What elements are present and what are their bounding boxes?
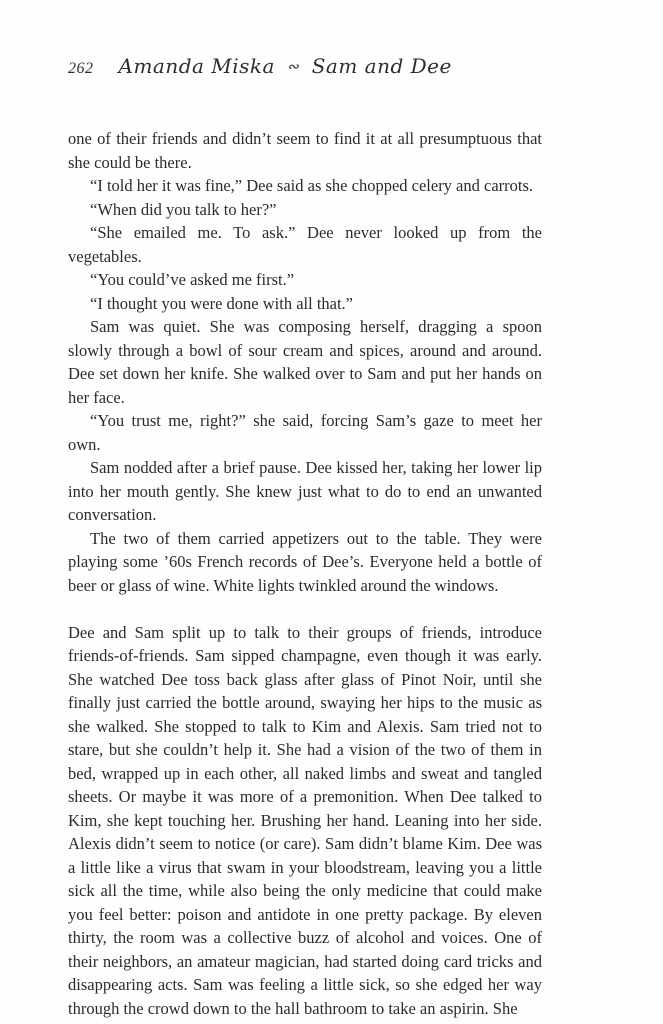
body-paragraph: “You trust me, right?” she said, forcing Sam’s gaze to meet her own. <box>68 411 542 454</box>
page-number: 262 <box>68 60 94 77</box>
body-paragraph: “I thought you were done with all that.” <box>90 293 354 313</box>
running-head-title: Sam and Dee <box>311 54 452 78</box>
body-paragraph: “You could’ve asked me first.” <box>90 270 295 289</box>
page-text-block <box>68 127 542 1020</box>
body-paragraph: “I told her it was fine,” Dee said as she chopped celery and carrots. <box>90 176 534 195</box>
running-head-author: Amanda Miska <box>118 54 275 78</box>
body-paragraph: Sam was quiet. She was composing herself, dragging a spoon slowly through a bowl of sour cream and spices, around and around. Dee set down her knife. She walked over to Sam and put her hands on her face. <box>68 317 542 407</box>
body-paragraph: The two of them carried appetizers out to the table. They were playing some ’60s French records of Dee’s. Everyone held a bottle of beer or glass of wine. White lights twinkled around the windows. <box>68 528 542 595</box>
header-ornament-icon: ∾ <box>286 60 299 75</box>
body-paragraph: “When did you talk to her?” <box>90 199 277 219</box>
body-paragraph: one of their friends and didn’t seem to find it at all presumptuous that she could be there. <box>68 129 542 172</box>
page-header <box>68 54 452 78</box>
body-paragraph: Dee and Sam split up to talk to their groups of friends, introduce friends-of-friends. Sam sipped champagne, even though it was early. She watched Dee toss back glass after glass of Pinot Noir, until she finally just carried the bottle around, swaying her hips to the music as she walked. She stopped to talk to Kim and Alexis. Sam tried not to stare, but she couldn’t help it. She had a vision of the two of them in bed, wrapped up in each other, all naked limbs and sweat and tangled sheets. Or maybe it was more of a premonition. When Dee talked to Kim, she kept touching her. Brushing her hand. Leaning into her side. Alexis didn’t seem to notice (or care). Sam didn’t blame Kim. Dee was a little like a virus that swam in your bloodstream, leaving you a little sick all the time, while also being the only medicine that could make you feel better: poison and antidote in one pretty package. By eleven thirty, the room was a collective buzz of alcohol and voices. One of their neighbors, an amateur magician, had started doing card tricks and disappearing acts. Sam was feeling a little sick, so she edged her way through the crowd down to the hall bathroom to take an aspirin. She <box>68 622 542 1018</box>
body-paragraph: Sam nodded after a brief pause. Dee kissed her, taking her lower lip into her mouth gently. She knew just what to do to end an unwanted conversation. <box>68 458 542 524</box>
body-paragraph: “She emailed me. To ask.” Dee never looked up from the vegetables. <box>68 223 542 266</box>
